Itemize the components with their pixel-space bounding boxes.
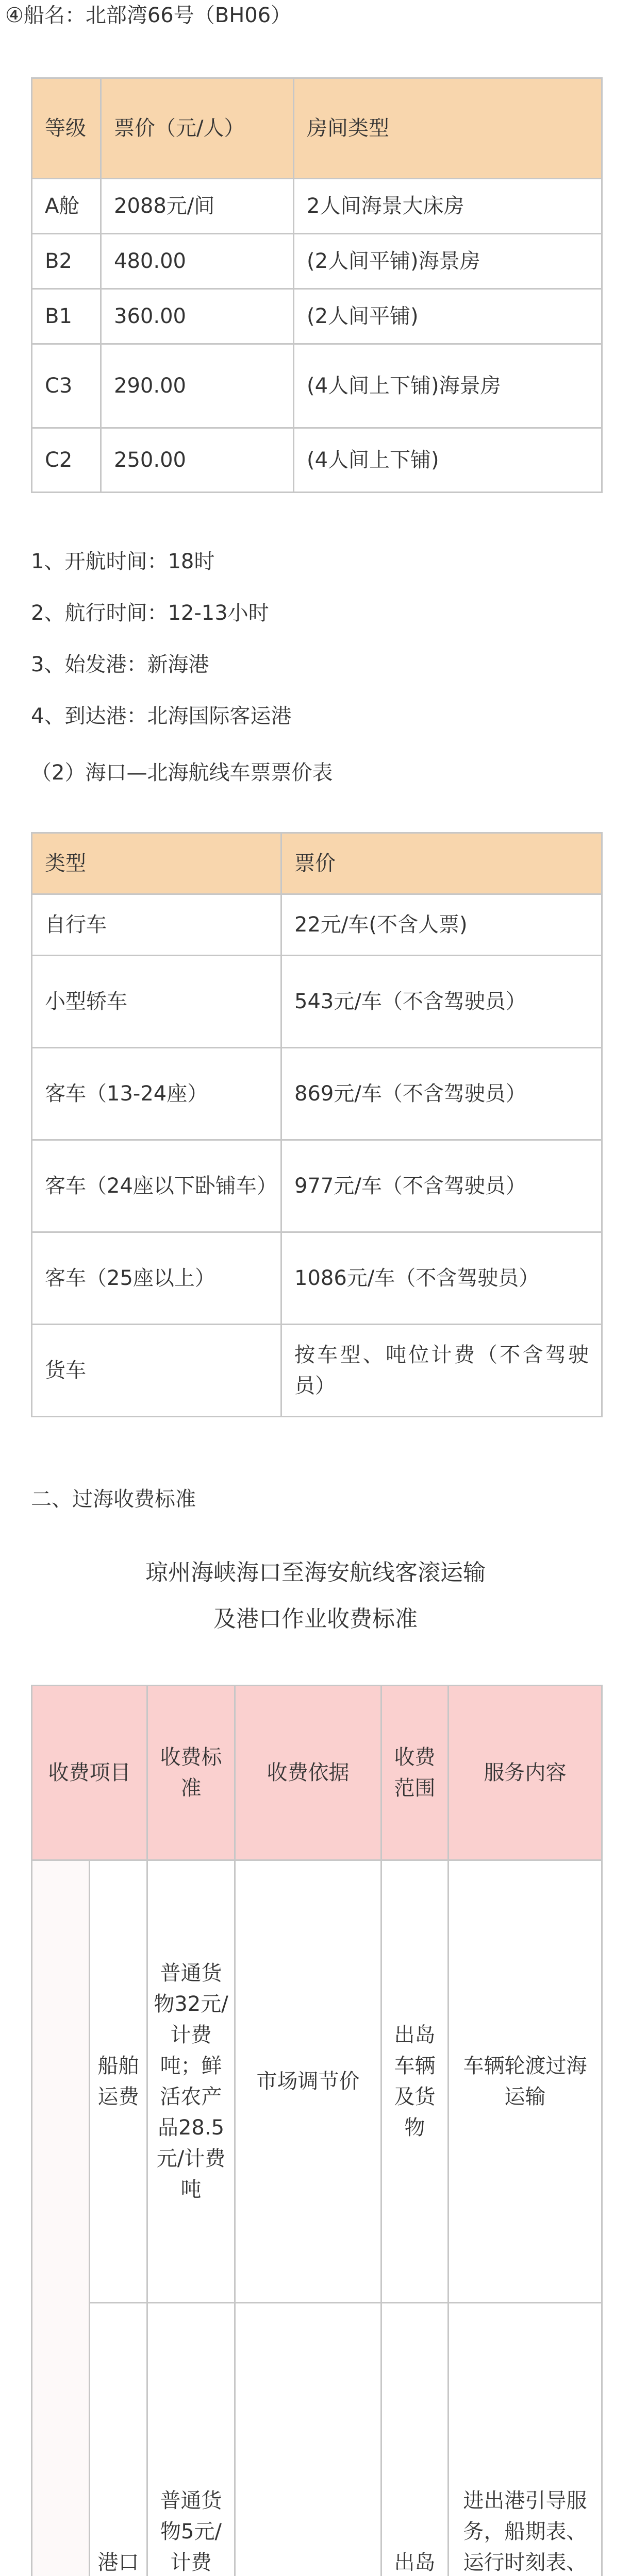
header-basis: 收费依据 bbox=[235, 1686, 381, 1860]
cell-price: 1086元/车（不含驾驶员） bbox=[281, 1232, 602, 1325]
header-item: 收费项目 bbox=[32, 1686, 147, 1860]
header-grade: 等级 bbox=[32, 78, 101, 179]
cell-room-type: 2人间海景大床房 bbox=[294, 179, 602, 234]
note-origin-port: 3、始发港：新海港 bbox=[31, 653, 209, 676]
table-header-row bbox=[32, 1686, 602, 1860]
table-row bbox=[32, 894, 602, 956]
vehicle-fare-heading: （2）海口—北海航线车票票价表 bbox=[31, 761, 333, 785]
cell-grade: B1 bbox=[32, 289, 101, 344]
cell-grade: C3 bbox=[32, 344, 101, 428]
cell-grade: A舱 bbox=[32, 179, 101, 234]
cell-grade: C2 bbox=[32, 428, 101, 493]
cell-price: 869元/车（不含驾驶员） bbox=[281, 1048, 602, 1140]
header-scope: 收费范围 bbox=[381, 1686, 449, 1860]
cell-basis: 市场调节价 bbox=[235, 1860, 381, 2303]
table-row bbox=[32, 344, 602, 428]
header-content: 服务内容 bbox=[449, 1686, 602, 1860]
cell-standard: 普通货物32元/计费吨；鲜活农产品28.5元/计费吨 bbox=[147, 1860, 235, 2303]
fee-table-title-line2: 及港口作业收费标准 bbox=[213, 1606, 418, 1632]
table-row bbox=[32, 428, 602, 493]
table-row bbox=[32, 1860, 602, 2303]
table-row bbox=[32, 956, 602, 1048]
table-row bbox=[32, 289, 602, 344]
table-header-row bbox=[32, 833, 602, 894]
cell-content: 进出港引导服务，船期表、运行时刻表、 bbox=[449, 2303, 602, 2576]
note-voyage-time: 2、航行时间：12-13小时 bbox=[31, 601, 269, 625]
cell-fare: 360.00 bbox=[101, 289, 294, 344]
cell-type: 货车 bbox=[32, 1325, 281, 1417]
cell-standard: 普通货物5元/计费 bbox=[147, 2303, 235, 2576]
cell-fare: 290.00 bbox=[101, 344, 294, 428]
section-heading: 二、过海收费标准 bbox=[31, 1487, 196, 1511]
cell-room-type: (4人间上下铺) bbox=[294, 428, 602, 493]
table-row bbox=[32, 234, 602, 289]
cell-type: 客车（24座以下卧铺车） bbox=[32, 1140, 281, 1232]
cell-type: 小型轿车 bbox=[32, 956, 281, 1048]
header-price: 票价 bbox=[281, 833, 602, 894]
header-room-type: 房间类型 bbox=[294, 78, 602, 179]
header-fare: 票价（元/人） bbox=[101, 78, 294, 179]
table-row bbox=[32, 1232, 602, 1325]
table-row bbox=[32, 1325, 602, 1417]
cell-fare: 2088元/间 bbox=[101, 179, 294, 234]
cell-sub-item: 港口 bbox=[90, 2303, 147, 2576]
cell-room-type: (2人间平铺)海景房 bbox=[294, 234, 602, 289]
cell-room-type: (2人间平铺) bbox=[294, 289, 602, 344]
cell-type: 客车（25座以上） bbox=[32, 1232, 281, 1325]
ship-heading: ④船名：北部湾66号（BH06） bbox=[5, 4, 292, 27]
cell-scope: 出岛 bbox=[381, 2303, 449, 2576]
table-row bbox=[32, 2303, 602, 2576]
cell-type: 自行车 bbox=[32, 894, 281, 956]
table-row bbox=[32, 1048, 602, 1140]
cabin-fare-table bbox=[31, 77, 603, 493]
cell-room-type: (4人间上下铺)海景房 bbox=[294, 344, 602, 428]
header-type: 类型 bbox=[32, 833, 281, 894]
cell-price: 22元/车(不含人票) bbox=[281, 894, 602, 956]
cell-grade: B2 bbox=[32, 234, 101, 289]
table-row bbox=[32, 1140, 602, 1232]
header-standard: 收费标准 bbox=[147, 1686, 235, 1860]
group-cargo bbox=[32, 1860, 90, 2576]
cell-basis bbox=[235, 2303, 381, 2576]
note-destination-port: 4、到达港：北海国际客运港 bbox=[31, 704, 292, 728]
cell-sub-item: 船舶运费 bbox=[90, 1860, 147, 2303]
vehicle-fare-table bbox=[31, 832, 603, 1417]
cell-price: 977元/车（不含驾驶员） bbox=[281, 1140, 602, 1232]
fee-table-title-line1: 琼州海峡海口至海安航线客滚运输 bbox=[145, 1560, 486, 1586]
cell-fare: 250.00 bbox=[101, 428, 294, 493]
cell-price: 543元/车（不含驾驶员） bbox=[281, 956, 602, 1048]
cell-price: 按车型、吨位计费（不含驾驶员） bbox=[281, 1325, 602, 1417]
table-header-row bbox=[32, 78, 602, 179]
cell-fare: 480.00 bbox=[101, 234, 294, 289]
cell-type: 客车（13-24座） bbox=[32, 1048, 281, 1140]
cell-scope: 出岛车辆及货物 bbox=[381, 1860, 449, 2303]
note-departure-time: 1、开航时间：18时 bbox=[31, 550, 215, 573]
cell-content: 车辆轮渡过海运输 bbox=[449, 1860, 602, 2303]
fee-standard-table bbox=[31, 1685, 603, 2576]
table-row bbox=[32, 179, 602, 234]
